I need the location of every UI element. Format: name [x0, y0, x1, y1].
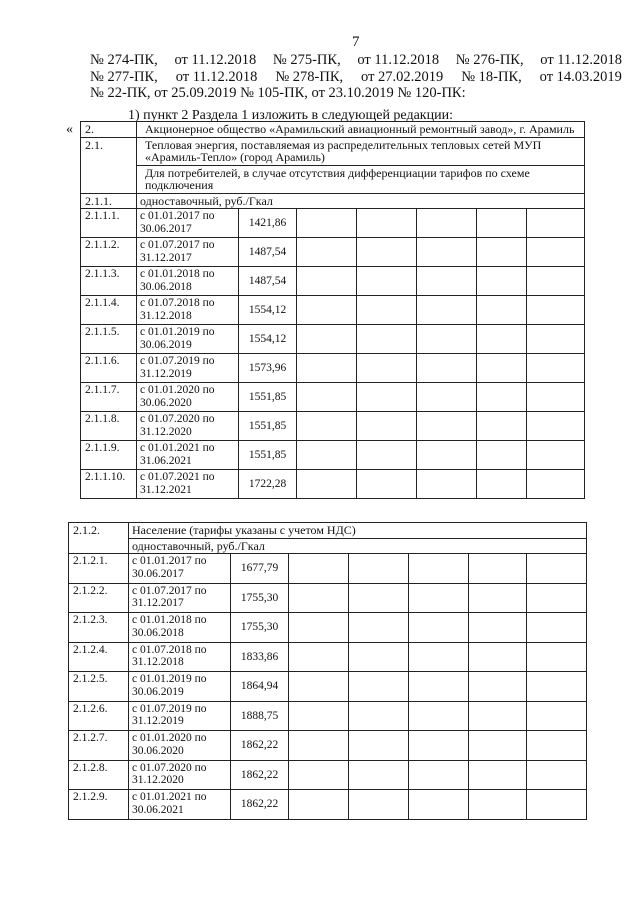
- row-number: 2.1.2.7.: [69, 731, 129, 761]
- empty-cell: [527, 554, 587, 584]
- tariff-value: 1487,54: [239, 238, 297, 267]
- empty-cell: [469, 760, 527, 790]
- intro-token: от 27.02.2019: [361, 68, 444, 85]
- table-row: [69, 642, 587, 672]
- empty-cell: [289, 554, 349, 584]
- empty-cell: [357, 412, 417, 441]
- empty-cell: [289, 613, 349, 643]
- empty-cell: [349, 583, 409, 613]
- intro-token: № 274-ПК,: [90, 52, 158, 68]
- tariff-value: 1551,85: [239, 383, 297, 412]
- empty-cell: [349, 613, 409, 643]
- period-cell: с 01.07.2019 по 31.12.2019: [137, 354, 239, 383]
- empty-cell: [417, 238, 477, 267]
- row-number: 2.1.1.9.: [81, 441, 137, 470]
- intro-token: № 277-ПК,: [90, 68, 158, 85]
- organization-name: Акционерное общество «Арамильский авиационный ремонтный завод», г. Арамиль: [137, 122, 585, 138]
- empty-cell: [477, 267, 527, 296]
- row-number: 2.1.2.5.: [69, 672, 129, 702]
- tariff-type: одноставочный, руб./Гкал: [129, 538, 587, 554]
- tariff-value: 1755,30: [231, 583, 289, 613]
- table-row: [81, 412, 585, 441]
- empty-cell: [297, 209, 357, 238]
- empty-cell: [349, 790, 409, 820]
- row-number: 2.1.2.9.: [69, 790, 129, 820]
- empty-cell: [527, 441, 585, 470]
- tariff-value: 1862,22: [231, 790, 289, 820]
- period-cell: с 01.07.2018 по 31.12.2018: [129, 642, 231, 672]
- tariff-value: 1421,86: [239, 209, 297, 238]
- tariff-table-enterprise: [80, 121, 585, 499]
- table-row: [81, 267, 585, 296]
- intro-token: от 11.12.2018: [175, 68, 258, 85]
- empty-cell: [357, 267, 417, 296]
- empty-cell: [469, 790, 527, 820]
- table-row: [81, 470, 585, 499]
- table-row: [81, 325, 585, 354]
- period-cell: с 01.01.2018 по 30.06.2018: [129, 613, 231, 643]
- empty-cell: [417, 325, 477, 354]
- row-number: 2.1.2.8.: [69, 760, 129, 790]
- tariff-type: одноставочный, руб./Гкал: [137, 193, 585, 209]
- empty-cell: [417, 412, 477, 441]
- empty-cell: [477, 209, 527, 238]
- table-row: [69, 538, 587, 554]
- row-number: 2.1.1.10.: [81, 470, 137, 499]
- empty-cell: [409, 642, 469, 672]
- empty-cell: [357, 470, 417, 499]
- empty-cell: [417, 441, 477, 470]
- table-row: [81, 209, 585, 238]
- tariff-value: 1573,96: [239, 354, 297, 383]
- table-row: [69, 554, 587, 584]
- tariff-table-population: [68, 522, 587, 820]
- intro-token: № 275-ПК,: [272, 52, 341, 68]
- empty-cell: [527, 790, 587, 820]
- row-number: 2.1.1.7.: [81, 383, 137, 412]
- period-cell: с 01.01.2019 по 30.06.2019: [129, 672, 231, 702]
- table-row: [81, 137, 585, 165]
- empty-cell: [409, 554, 469, 584]
- tariff-value: 1722,28: [239, 470, 297, 499]
- intro-token: от 14.03.2019: [539, 68, 622, 85]
- period-cell: с 01.07.2018 по 31.12.2018: [137, 296, 239, 325]
- empty-cell: [469, 672, 527, 702]
- empty-cell: [477, 325, 527, 354]
- empty-cell: [477, 441, 527, 470]
- empty-cell: [417, 267, 477, 296]
- intro-line-1: [90, 52, 622, 69]
- tariff-value: 1862,22: [231, 760, 289, 790]
- empty-cell: [409, 760, 469, 790]
- intro-token: № 18-ПК,: [461, 68, 522, 85]
- row-number: 2.1.1.8.: [81, 412, 137, 441]
- row-number: 2.1.2.4.: [69, 642, 129, 672]
- empty-cell: [289, 583, 349, 613]
- empty-cell: [357, 209, 417, 238]
- opening-quote-mark: «: [66, 122, 73, 137]
- empty-cell: [349, 760, 409, 790]
- tariff-value: 1862,22: [231, 731, 289, 761]
- table-row: [81, 441, 585, 470]
- empty-cell: [477, 354, 527, 383]
- empty-cell: [417, 209, 477, 238]
- period-cell: с 01.07.2017 по 31.12.2017: [137, 238, 239, 267]
- table-row: [69, 731, 587, 761]
- empty-cell: [527, 701, 587, 731]
- empty-cell: [349, 554, 409, 584]
- empty-cell: [289, 672, 349, 702]
- empty-cell: [349, 672, 409, 702]
- empty-cell: [527, 470, 585, 499]
- empty-cell: [527, 325, 585, 354]
- empty-cell: [297, 441, 357, 470]
- page-number: 7: [352, 34, 360, 50]
- period-cell: с 01.07.2019 по 31.12.2019: [129, 701, 231, 731]
- empty-cell: [477, 470, 527, 499]
- row-number: 2.1.: [81, 137, 137, 193]
- empty-cell: [409, 613, 469, 643]
- empty-cell: [527, 731, 587, 761]
- row-number: 2.: [81, 122, 137, 138]
- empty-cell: [477, 412, 527, 441]
- period-cell: с 01.07.2020 по 31.12.2020: [137, 412, 239, 441]
- amendment-item: 1) пункт 2 Раздела 1 изложить в следующей редакции:: [128, 108, 453, 123]
- empty-cell: [357, 325, 417, 354]
- empty-cell: [349, 701, 409, 731]
- table-row: [81, 383, 585, 412]
- empty-cell: [527, 613, 587, 643]
- empty-cell: [417, 470, 477, 499]
- table-row: [69, 583, 587, 613]
- empty-cell: [289, 701, 349, 731]
- row-number: 2.1.1.: [81, 193, 137, 209]
- table-row: [69, 760, 587, 790]
- table-row: [69, 701, 587, 731]
- empty-cell: [527, 238, 585, 267]
- tariff-value: 1551,85: [239, 412, 297, 441]
- empty-cell: [349, 731, 409, 761]
- empty-cell: [527, 412, 585, 441]
- table-row: [69, 613, 587, 643]
- row-number: 2.1.1.3.: [81, 267, 137, 296]
- empty-cell: [417, 383, 477, 412]
- intro-token: от 11.12.2018: [540, 52, 622, 68]
- empty-cell: [357, 296, 417, 325]
- empty-cell: [297, 296, 357, 325]
- empty-cell: [357, 354, 417, 383]
- empty-cell: [469, 701, 527, 731]
- empty-cell: [297, 354, 357, 383]
- table-row: [81, 193, 585, 209]
- empty-cell: [469, 613, 527, 643]
- empty-cell: [289, 642, 349, 672]
- period-cell: с 01.01.2017 по 30.06.2017: [137, 209, 239, 238]
- tariff-value: 1864,94: [231, 672, 289, 702]
- empty-cell: [289, 731, 349, 761]
- table-row: [81, 165, 585, 193]
- intro-token: от 11.12.2018: [357, 52, 440, 68]
- empty-cell: [527, 642, 587, 672]
- empty-cell: [409, 701, 469, 731]
- empty-cell: [469, 554, 527, 584]
- empty-cell: [477, 383, 527, 412]
- intro-paragraph: [90, 52, 622, 102]
- empty-cell: [297, 470, 357, 499]
- empty-cell: [477, 296, 527, 325]
- period-cell: с 01.01.2021 по 30.06.2021: [129, 790, 231, 820]
- service-description: Тепловая энергия, поставляемая из распределительных тепловых сетей МУП «Арамиль-Тепло» (город Арамиль): [137, 137, 585, 165]
- empty-cell: [417, 354, 477, 383]
- period-cell: с 01.07.2021 по 31.12.2021: [137, 470, 239, 499]
- row-number: 2.1.2.6.: [69, 701, 129, 731]
- tariff-value: 1487,54: [239, 267, 297, 296]
- period-cell: с 01.01.2019 по 30.06.2019: [137, 325, 239, 354]
- empty-cell: [297, 325, 357, 354]
- empty-cell: [409, 583, 469, 613]
- empty-cell: [527, 209, 585, 238]
- population-heading: Население (тарифы указаны с учетом НДС): [129, 523, 587, 539]
- empty-cell: [527, 383, 585, 412]
- row-number: 2.1.1.2.: [81, 238, 137, 267]
- period-cell: с 01.01.2018 по 30.06.2018: [137, 267, 239, 296]
- intro-line-3: [90, 85, 622, 102]
- period-cell: с 01.01.2020 по 30.06.2020: [137, 383, 239, 412]
- intro-line-2: [90, 69, 622, 86]
- table-row: [81, 122, 585, 138]
- empty-cell: [289, 760, 349, 790]
- empty-cell: [297, 383, 357, 412]
- row-number: 2.1.2.: [69, 523, 129, 554]
- row-number: 2.1.1.6.: [81, 354, 137, 383]
- empty-cell: [409, 672, 469, 702]
- tariff-value: 1755,30: [231, 613, 289, 643]
- empty-cell: [357, 238, 417, 267]
- empty-cell: [409, 790, 469, 820]
- tariff-value: 1888,75: [231, 701, 289, 731]
- period-cell: с 01.07.2020 по 31.12.2020: [129, 760, 231, 790]
- row-number: 2.1.2.3.: [69, 613, 129, 643]
- table-row: [81, 296, 585, 325]
- intro-token: № 278-ПК,: [275, 68, 344, 85]
- empty-cell: [297, 412, 357, 441]
- row-number: 2.1.1.4.: [81, 296, 137, 325]
- empty-cell: [469, 642, 527, 672]
- period-cell: с 01.01.2017 по 30.06.2017: [129, 554, 231, 584]
- empty-cell: [527, 354, 585, 383]
- row-number: 2.1.1.1.: [81, 209, 137, 238]
- empty-cell: [527, 760, 587, 790]
- tariff-value: 1677,79: [231, 554, 289, 584]
- period-cell: с 01.01.2020 по 30.06.2020: [129, 731, 231, 761]
- tariff-value: 1554,12: [239, 325, 297, 354]
- table-row: [69, 523, 587, 539]
- empty-cell: [349, 642, 409, 672]
- empty-cell: [469, 583, 527, 613]
- tariff-value: 1551,85: [239, 441, 297, 470]
- empty-cell: [527, 267, 585, 296]
- empty-cell: [289, 790, 349, 820]
- empty-cell: [357, 441, 417, 470]
- tariff-value: 1554,12: [239, 296, 297, 325]
- intro-token: № 22-ПК, от 25.09.2019 № 105-ПК, от 23.10.2019 № 120-ПК:: [90, 85, 466, 101]
- empty-cell: [477, 238, 527, 267]
- period-cell: с 01.01.2021 по 31.06.2021: [137, 441, 239, 470]
- table-row: [81, 354, 585, 383]
- table-row: [69, 790, 587, 820]
- empty-cell: [469, 731, 527, 761]
- empty-cell: [527, 296, 585, 325]
- period-cell: с 01.07.2017 по 31.12.2017: [129, 583, 231, 613]
- row-number: 2.1.2.2.: [69, 583, 129, 613]
- consumer-description: Для потребителей, в случае отсутствия дифференциации тарифов по схеме подключения: [137, 165, 585, 193]
- tariff-value: 1833,86: [231, 642, 289, 672]
- empty-cell: [409, 731, 469, 761]
- empty-cell: [357, 383, 417, 412]
- intro-token: от 11.12.2018: [174, 52, 257, 68]
- empty-cell: [297, 238, 357, 267]
- empty-cell: [417, 296, 477, 325]
- table-row: [81, 238, 585, 267]
- row-number: 2.1.2.1.: [69, 554, 129, 584]
- row-number: 2.1.1.5.: [81, 325, 137, 354]
- table-row: [69, 672, 587, 702]
- empty-cell: [527, 583, 587, 613]
- empty-cell: [297, 267, 357, 296]
- intro-token: № 276-ПК,: [455, 52, 524, 68]
- empty-cell: [527, 672, 587, 702]
